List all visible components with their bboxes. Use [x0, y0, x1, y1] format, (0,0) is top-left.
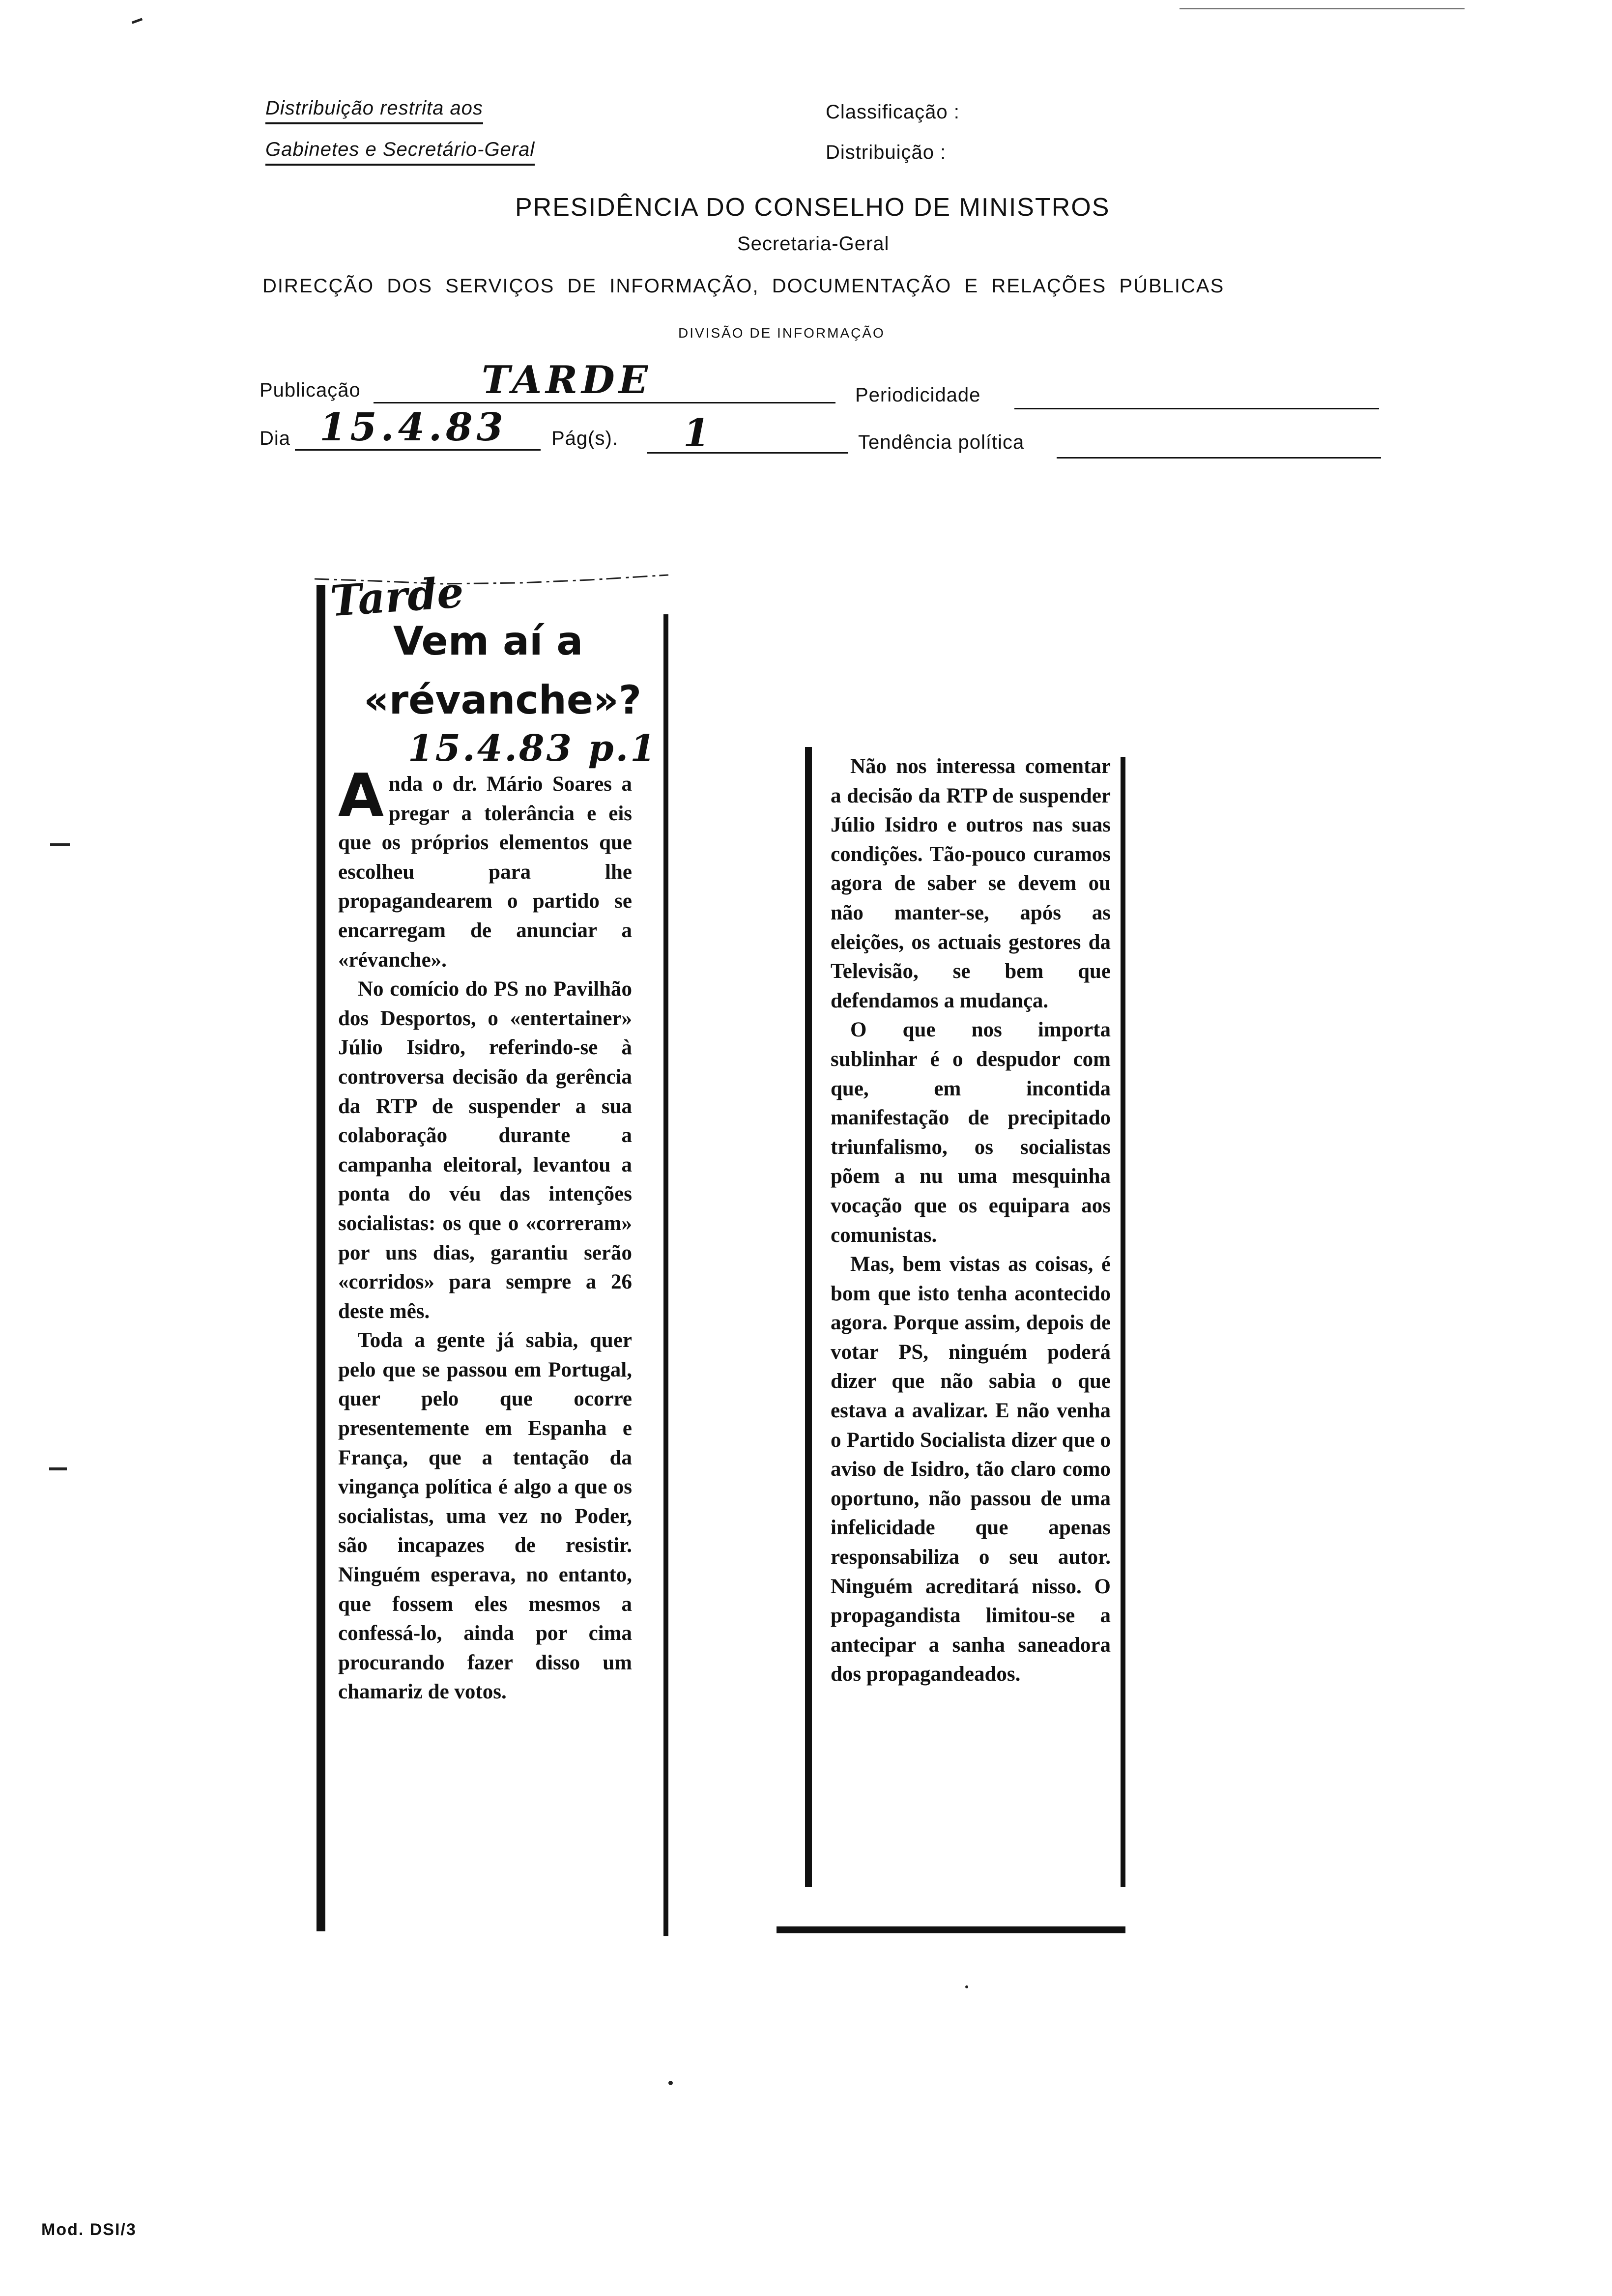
periodicity-underline: [1014, 408, 1379, 409]
tendency-label: Tendência política: [858, 431, 1025, 453]
paragraph-4: Não nos interessa comentar a decisão da RTP de suspender Júlio Isidro e outros nas suas condições. Tão-pouco curamos agora de saber se devem ou não manter-se, após as eleições, os actuais gestores da Televisão, se bem que defendamos a mudança.: [831, 755, 1111, 1012]
restriction-notice-line2: [265, 139, 535, 161]
publication-label: Publicação: [259, 379, 361, 401]
distribution-label: Distribuição :: [826, 142, 947, 163]
right-column-body: [831, 752, 1111, 1689]
restriction-text-1: Distribuição restrita aos: [265, 97, 483, 119]
right-column-bottom-rule: [777, 1926, 1125, 1933]
periodicity-label: Periodicidade: [855, 384, 981, 406]
document-subtitle: Secretaria-Geral: [737, 233, 890, 255]
right-column-left-rule: [805, 747, 812, 1887]
source-annotation: Tarde: [328, 567, 465, 627]
paragraph-6: Mas, bem vistas as coisas, é bom que isto tenha acontecido agora. Porque assim, depois de votar PS, ninguém poderá dizer que não sabia o que estava a avalizar. E não venha o Partido Socialista dizer que o aviso de Isidro, tão claro como oportuno, não passou de uma infelicidade que apenas responsabiliza o seu autor. Ninguém acreditará nisso. O propagandista limitou-se a antecipar a sanha saneadora dos propagandeados.: [831, 1253, 1111, 1686]
headline-line-1: Vem aí a: [393, 618, 583, 664]
paragraph-2: No comício do PS no Pavilhão dos Desportos, o «entertainer» Júlio Isidro, referindo-se à controversa decisão da gerência da RTP de suspender a sua colaboração durante a campanha eleitoral, levantou a ponta do véu das intenções socialistas: os que o «correram» por uns dias, garantiu serão «corridos» para sempre a 26 deste mês.: [338, 977, 632, 1323]
left-column-right-rule: [663, 614, 668, 1936]
paragraph-1-text: nda o dr. Mário Soares a pregar a tolerância e eis que os próprios elementos que escolheu para lhe propagandearem o partido se encarregam de anunciar a «révanche».: [338, 773, 632, 972]
underline: [265, 164, 535, 166]
restriction-notice-line1: [265, 97, 483, 119]
division-line: DIVISÃO DE INFORMAÇÃO: [678, 325, 885, 341]
directorate-line: DIRECÇÃO DOS SERVIÇOS DE INFORMAÇÃO, DOCUMENTAÇÃO E RELAÇÕES PÚBLICAS: [262, 275, 1225, 297]
scan-mark: [50, 843, 70, 846]
scan-mark: [668, 2081, 673, 2085]
day-label: Dia: [259, 428, 291, 449]
page-underline: [647, 452, 848, 454]
paragraph-1: [338, 762, 632, 975]
scan-mark: [49, 1467, 67, 1470]
scan-mark: [1180, 8, 1465, 9]
tendency-underline: [1057, 457, 1381, 459]
date-annotation: 15.4.83 p.1: [408, 727, 658, 770]
paragraph-3: Toda a gente já sabia, quer pelo que se passou em Portugal, quer pelo que ocorre presentemente em Espanha e França, que a tentação da vingança política é algo a que os socialistas, uma vez no Poder, são incapazes de resistir. Ninguém esperava, no entanto, que fossem eles mesmos a confessá-lo, ainda por cima procurando fazer disso um chamariz de votos.: [338, 1329, 632, 1704]
scan-mark: [132, 18, 143, 24]
scan-mark: [965, 1985, 968, 1988]
left-column-left-rule: [317, 585, 325, 1931]
classification-label: Classificação :: [826, 101, 960, 123]
page-label: Pág(s).: [551, 428, 618, 449]
right-column-right-rule: [1121, 757, 1125, 1887]
left-column-body: [338, 762, 632, 1707]
underline: [265, 122, 483, 124]
drop-cap: A: [338, 762, 384, 830]
publication-value: TARDE: [482, 358, 652, 402]
page-value: 1: [683, 411, 714, 456]
headline-line-2: «révanche»?: [364, 677, 642, 723]
restriction-text-2: Gabinetes e Secretário-Geral: [265, 139, 535, 160]
day-value: 15.4.83: [319, 405, 507, 450]
document-title: PRESIDÊNCIA DO CONSELHO DE MINISTROS: [515, 193, 1110, 222]
form-code: Mod. DSI/3: [41, 2220, 137, 2239]
paragraph-5: O que nos importa sublinhar é o despudor com que, em incontida manifestação de precipitado triunfalismo, os socialistas põem a nu uma mesquinha vocação que os equipara aos comunistas.: [831, 1018, 1111, 1247]
